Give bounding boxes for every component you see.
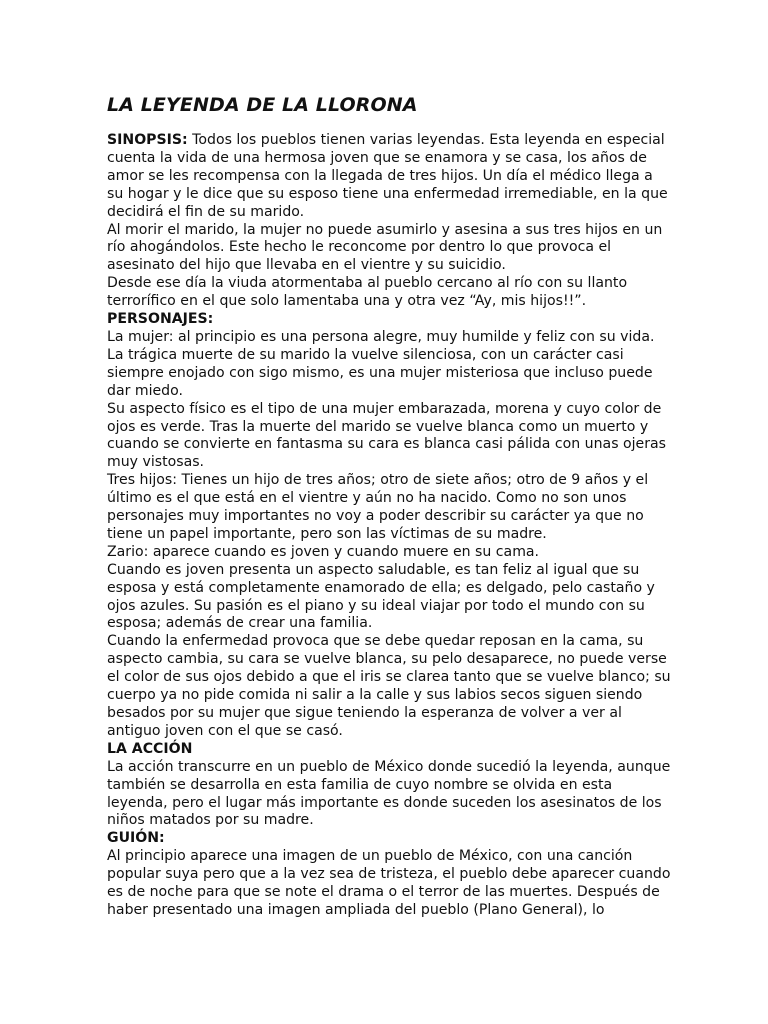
text-line: siempre enojado con sigo mismo, es una mujer misteriosa que incluso puede xyxy=(107,364,653,381)
document-title: LA LEYENDA DE LA LLORONA xyxy=(107,94,418,116)
text-line: Al principio aparece una imagen de un pueblo de México, con una canción xyxy=(107,848,633,865)
text-line: Su aspecto físico es el tipo de una mujer embarazada, morena y cuyo color de xyxy=(107,400,662,417)
text-line: Zario: aparece cuando es joven y cuando muere en su cama. xyxy=(107,543,540,560)
document-body xyxy=(107,132,720,920)
text-line: muy vistosas. xyxy=(107,454,205,471)
text-line: cuando se convierte en fantasma su cara es blanca casi pálida con unas ojeras xyxy=(107,436,666,453)
text-line: el color de sus ojos debido a que el iris se clarea tanto que se vuelve blanco; su xyxy=(107,669,671,686)
text-line: último es el que está en el vientre y aún no ha nacido. Como no son unos xyxy=(107,490,627,507)
text-line: amor se les recompensa con la llegada de tres hijos. Un día el médico llega a xyxy=(107,167,653,184)
section-heading: GUIÓN: xyxy=(107,830,165,847)
text-line: ojos azules. Su pasión es el piano y su ideal viajar por todo el mundo con su xyxy=(107,597,645,614)
text-line: personajes muy importantes no voy a poder describir su carácter ya que no xyxy=(107,508,644,525)
text-line: esposa; además de crear una familia. xyxy=(107,615,373,632)
text-line: es de noche para que se note el drama o el terror de las muertes. Después de xyxy=(107,884,660,901)
text-line: leyenda, pero el lugar más importante es donde suceden los asesinatos de los xyxy=(107,794,662,811)
text-line: río ahogándolos. Este hecho le reconcome por dentro lo que provoca el xyxy=(107,239,612,256)
text-line: tiene un papel importante, pero son las víctimas de su madre. xyxy=(107,525,547,542)
text-line: Tres hijos: Tienes un hijo de tres años; otro de siete años; otro de 9 años y el xyxy=(107,472,649,489)
text-line: esposa y está completamente enamorado de ella; es delgado, pelo castaño y xyxy=(107,579,655,596)
text-line: cuerpo ya no pide comida ni salir a la calle y sus labios secos siguen siendo xyxy=(107,687,643,704)
text-line: popular suya pero que a la vez sea de tristeza, el pueblo debe aparecer cuando xyxy=(107,866,671,883)
sinopsis-text: Todos los pueblos tienen varias leyendas. Esta leyenda en especial xyxy=(187,132,665,148)
text-line: Desde ese día la viuda atormentaba al pueblo cercano al río con su llanto xyxy=(107,275,628,292)
text-line: antiguo joven con el que se casó. xyxy=(107,722,343,739)
text-line: su hogar y le dice que su esposo tiene una enfermedad irremediable, en la que xyxy=(107,185,668,202)
sinopsis-line xyxy=(107,132,720,150)
text-line: decidirá el fin de su marido. xyxy=(107,203,305,220)
text-line: besados por su mujer que sigue teniendo la esperanza de volver a ver al xyxy=(107,705,622,721)
text-line: haber presentado una imagen ampliada del pueblo (Plano General), lo xyxy=(107,901,605,918)
text-line: Al morir el marido, la mujer no puede asumirlo y asesina a sus tres hijos en un xyxy=(107,221,663,238)
section-heading: PERSONAJES: xyxy=(107,311,214,328)
section-heading: LA ACCIÓN xyxy=(107,740,193,757)
text-line: niños matados por su madre. xyxy=(107,812,314,829)
text-line: también se desarrolla en esta familia de cuyo nombre se olvida en esta xyxy=(107,776,613,793)
text-line: Cuando es joven presenta un aspecto saludable, es tan feliz al igual que su xyxy=(107,561,640,578)
text-line: aspecto cambia, su cara se vuelve blanca, su pelo desaparece, no puede verse xyxy=(107,651,667,668)
text-line: La acción transcurre en un pueblo de México donde sucedió la leyenda, aunque xyxy=(107,758,671,775)
sinopsis-label: SINOPSIS: xyxy=(107,132,188,148)
text-line: terrorífico en el que solo lamentaba una y otra vez “Ay, mis hijos!!”. xyxy=(107,293,587,310)
text-line: dar miedo. xyxy=(107,382,183,399)
text-line: Cuando la enfermedad provoca que se debe quedar reposan en la cama, su xyxy=(107,633,644,650)
text-line: asesinato del hijo que llevaba en el vientre y su suicidio. xyxy=(107,257,506,274)
text-line: La trágica muerte de su marido la vuelve silenciosa, con un carácter casi xyxy=(107,346,624,363)
text-line: cuenta la vida de una hermosa joven que se enamora y se casa, los años de xyxy=(107,149,647,166)
text-line: La mujer: al principio es una persona alegre, muy humilde y feliz con su vida. xyxy=(107,328,655,345)
text-line: ojos es verde. Tras la muerte del marido se vuelve blanca como un muerto y xyxy=(107,418,649,435)
